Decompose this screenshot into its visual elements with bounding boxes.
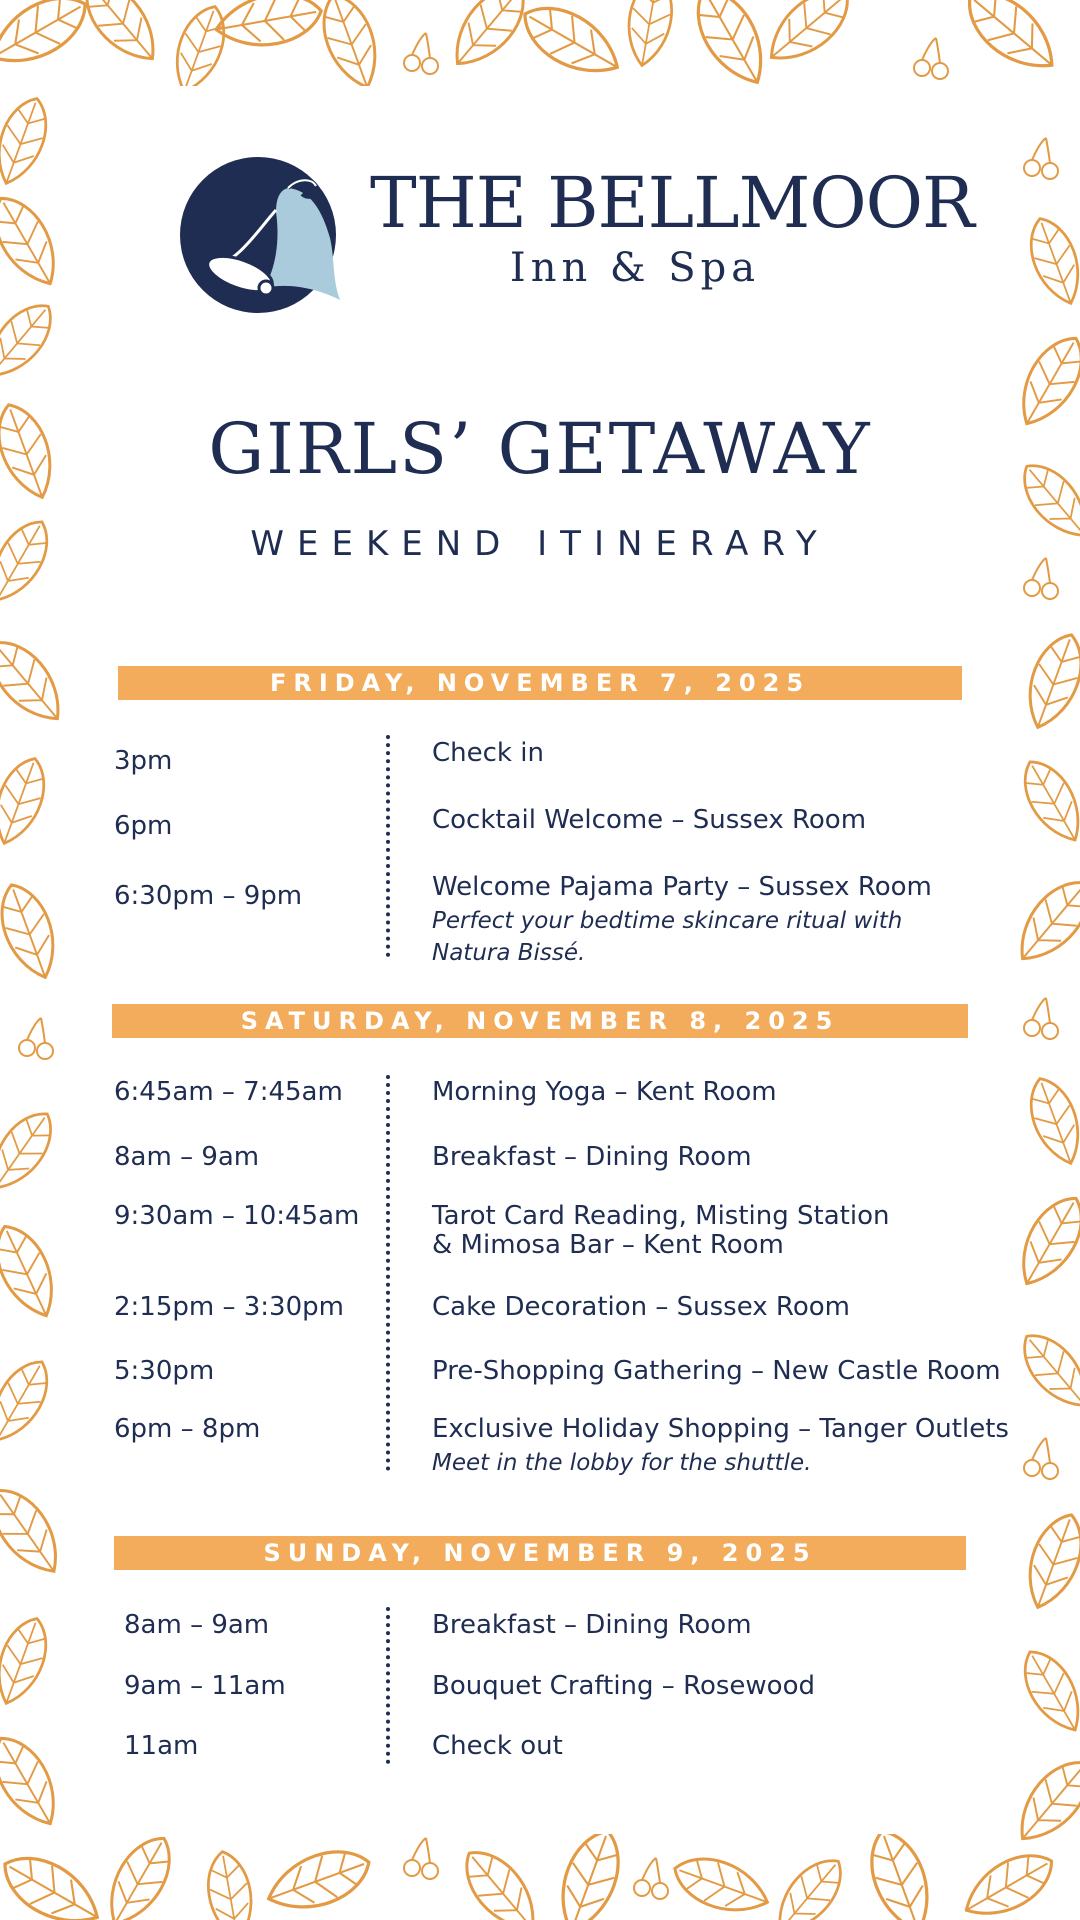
event-title: & Mimosa Bar – Kent Room bbox=[432, 1230, 784, 1260]
event-title: Tarot Card Reading, Misting Station bbox=[432, 1201, 890, 1231]
event-title: Pre-Shopping Gathering – New Castle Room bbox=[432, 1356, 1001, 1386]
event-title: Exclusive Holiday Shopping – Tanger Outlets bbox=[432, 1414, 1009, 1444]
day-banner-saturday: SATURDAY, NOVEMBER 8, 2025 bbox=[112, 1004, 968, 1038]
brand-name: THE BELLMOOR bbox=[370, 162, 974, 244]
brand-subtitle: Inn & Spa bbox=[509, 245, 761, 291]
event-time: 11am bbox=[124, 1731, 199, 1761]
event-title: Breakfast – Dining Room bbox=[432, 1142, 752, 1172]
event-note: Natura Bissé. bbox=[432, 940, 586, 966]
day-banner-friday: FRIDAY, NOVEMBER 7, 2025 bbox=[118, 666, 962, 700]
event-title: Breakfast – Dining Room bbox=[432, 1610, 752, 1640]
event-title: Morning Yoga – Kent Room bbox=[432, 1077, 777, 1107]
timeline-divider bbox=[386, 735, 390, 957]
bell-logo-icon bbox=[180, 150, 360, 320]
event-time: 6pm – 8pm bbox=[114, 1414, 261, 1444]
event-note: Perfect your bedtime skincare ritual with bbox=[432, 908, 903, 934]
event-time: 9am – 11am bbox=[124, 1671, 286, 1701]
day-banner-sunday: SUNDAY, NOVEMBER 9, 2025 bbox=[114, 1536, 966, 1570]
event-title: Cake Decoration – Sussex Room bbox=[432, 1292, 850, 1322]
event-title: Cocktail Welcome – Sussex Room bbox=[432, 805, 867, 835]
event-note: Meet in the lobby for the shuttle. bbox=[432, 1450, 812, 1476]
timeline-divider bbox=[386, 1075, 390, 1471]
event-title: Check out bbox=[432, 1731, 563, 1761]
page-subtitle: WEEKEND ITINERARY bbox=[250, 524, 830, 564]
event-time: 9:30am – 10:45am bbox=[114, 1201, 360, 1231]
event-time: 6:30pm – 9pm bbox=[114, 881, 303, 911]
page-title: GIRLS’ GETAWAY bbox=[208, 408, 872, 490]
event-time: 3pm bbox=[114, 746, 173, 776]
event-time: 8am – 9am bbox=[124, 1610, 270, 1640]
event-time: 8am – 9am bbox=[114, 1142, 260, 1172]
event-time: 6:45am – 7:45am bbox=[114, 1077, 343, 1107]
event-title: Bouquet Crafting – Rosewood bbox=[432, 1671, 815, 1701]
event-time: 2:15pm – 3:30pm bbox=[114, 1292, 344, 1322]
event-time: 6pm bbox=[114, 811, 173, 841]
timeline-divider bbox=[386, 1607, 390, 1764]
event-title: Welcome Pajama Party – Sussex Room bbox=[432, 872, 932, 902]
event-title: Check in bbox=[432, 738, 544, 768]
event-time: 5:30pm bbox=[114, 1356, 215, 1386]
